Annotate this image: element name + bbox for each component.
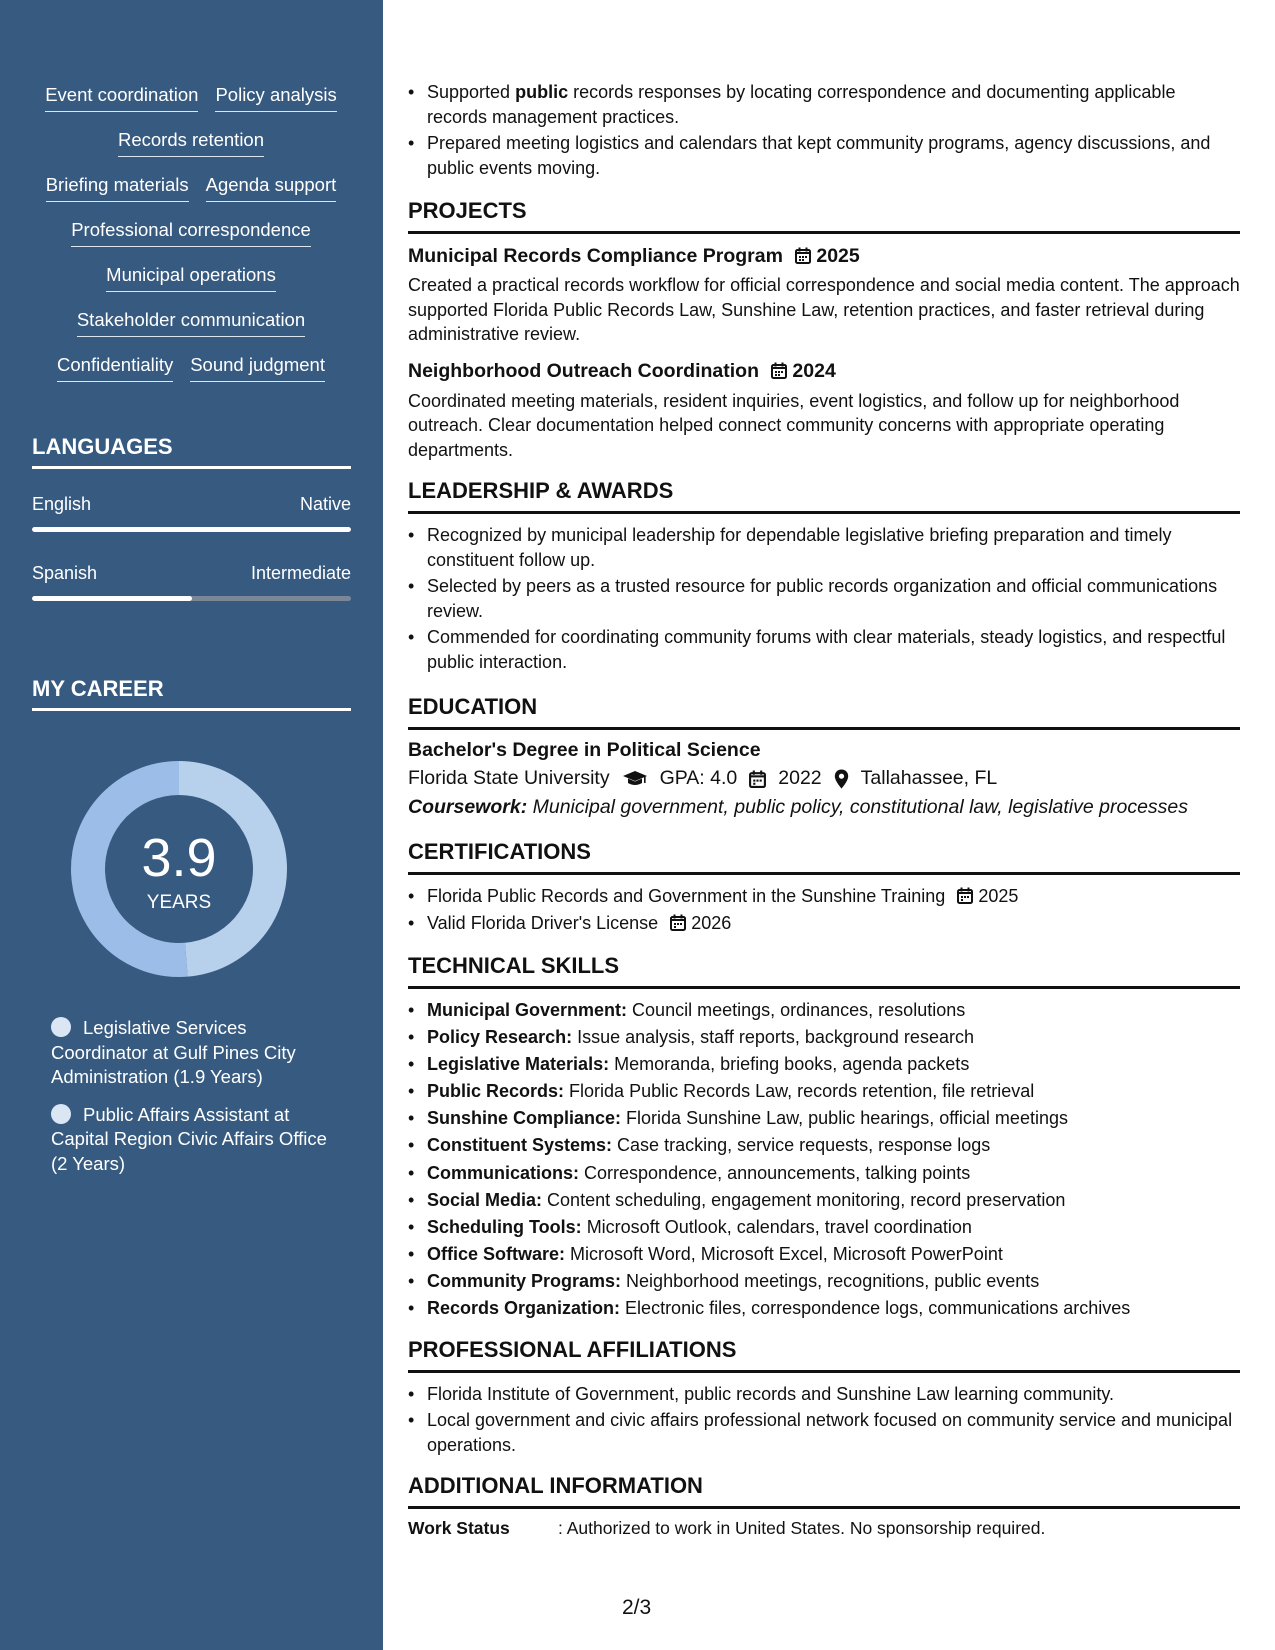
- location-pin-icon: [834, 769, 849, 789]
- section-title-certifications: CERTIFICATIONS: [408, 839, 1240, 875]
- skill-category: Office Software:: [427, 1243, 566, 1264]
- affiliations-list: [408, 1382, 1240, 1458]
- school-name: Florida State University: [408, 767, 610, 789]
- career-donut-chart: [66, 756, 292, 982]
- calendar-icon: [670, 914, 686, 931]
- gpa: GPA: 4.0: [659, 767, 738, 789]
- skill-item: [408, 1161, 1240, 1186]
- project-title: Neighborhood Outreach Coordination: [408, 360, 759, 382]
- skill-item: [408, 1188, 1240, 1213]
- list-item: • Recognized by municipal leadership for dependable legislative briefing preparation and timely constituent follow up.: [408, 523, 1240, 572]
- skill-tag[interactable]: Records retention: [118, 129, 264, 157]
- section-title-technical-skills: TECHNICAL SKILLS: [408, 953, 1240, 989]
- skill-values: Correspondence, announcements, talking points: [584, 1162, 971, 1183]
- list-item: • Commended for coordinating community forums with clear materials, steady logistics, and respectful public interaction.: [408, 625, 1240, 674]
- skill-item: [408, 1296, 1240, 1321]
- skill-values: Council meetings, ordinances, resolutions: [632, 1000, 966, 1020]
- calendar-icon: [771, 362, 787, 379]
- technical-skills-list: [408, 998, 1240, 1321]
- skill-values: Electronic files, correspondence logs, communications archives: [625, 1298, 1131, 1319]
- skill-row: [32, 129, 350, 174]
- skill-category: Records Organization:: [427, 1298, 621, 1319]
- skill-item: [408, 1052, 1240, 1077]
- calendar-icon: [957, 887, 973, 904]
- skill-category: Municipal Government:: [427, 1000, 628, 1020]
- language-bar-fill: [32, 596, 192, 601]
- skill-item: [408, 998, 1240, 1023]
- language-spanish: [32, 563, 351, 601]
- skill-item: [408, 1079, 1240, 1104]
- skill-values: Content scheduling, engagement monitoring, record preservation: [547, 1189, 1066, 1210]
- language-level: Native: [299, 494, 351, 514]
- skill-category: Legislative Materials:: [427, 1054, 610, 1075]
- skill-values: Case tracking, service requests, response logs: [617, 1135, 991, 1156]
- work-status-value: : Authorized to work in United States. No sponsorship required.: [558, 1518, 1046, 1539]
- skill-tag[interactable]: Confidentiality: [57, 354, 173, 382]
- section-title-projects: PROJECTS: [408, 198, 1240, 234]
- skill-values: Neighborhood meetings, recognitions, public events: [626, 1270, 1040, 1291]
- list-item: • Valid Florida Driver's License 2026: [408, 911, 1240, 936]
- section-title-additional-info: ADDITIONAL INFORMATION: [408, 1473, 1240, 1509]
- certifications-list: [408, 884, 1240, 935]
- calendar-icon: [749, 770, 766, 788]
- language-bar-fill: [32, 527, 351, 532]
- skill-item: [408, 1242, 1240, 1267]
- skill-values: Issue analysis, staff reports, background research: [577, 1027, 974, 1048]
- skill-tags: [32, 84, 350, 399]
- career-item: Legislative Services Coordinator at Gulf Pines City Administration (1.9 Years): [51, 1017, 296, 1087]
- project-title: Municipal Records Compliance Program: [408, 244, 783, 267]
- career-total: 3.9: [141, 828, 217, 888]
- list-item: • Supported public records responses by locating correspondence and documenting applicable records management practices.: [408, 80, 1240, 129]
- work-status-label: Work Status: [408, 1518, 510, 1539]
- coursework: Coursework: Municipal government, public policy, constitutional law, legislative processes: [408, 796, 1189, 818]
- calendar-icon: [795, 247, 811, 264]
- project-item: [408, 243, 1240, 347]
- bullet-dot-icon: [51, 1017, 71, 1037]
- skill-tag[interactable]: Briefing materials: [46, 174, 189, 202]
- career-item: Public Affairs Assistant at Capital Region Civic Affairs Office (2 Years): [51, 1103, 327, 1174]
- skill-row: [32, 219, 350, 264]
- experience-bullets: [408, 80, 1240, 180]
- language-name: English: [32, 494, 92, 514]
- list-item: • Florida Public Records and Government in the Sunshine Training 2025: [408, 884, 1240, 909]
- skill-item: [408, 1025, 1240, 1050]
- languages-heading: LANGUAGES: [32, 434, 351, 469]
- main-content: [408, 80, 1240, 1539]
- project-item: [408, 359, 1240, 463]
- section-title-education: EDUCATION: [408, 694, 1240, 730]
- project-date: 2025: [795, 245, 860, 268]
- skill-tag[interactable]: Sound judgment: [190, 354, 325, 382]
- skill-values: Microsoft Word, Microsoft Excel, Microsoft PowerPoint: [570, 1243, 1003, 1264]
- language-name: Spanish: [32, 563, 98, 583]
- skill-category: Community Programs:: [427, 1270, 622, 1291]
- list-item: • Selected by peers as a trusted resource for public records organization and official communications review.: [408, 574, 1240, 623]
- list-item: • Prepared meeting logistics and calendars that kept community programs, agency discussions, and public events moving.: [408, 131, 1240, 180]
- career-heading: MY CAREER: [32, 676, 351, 711]
- work-status-row: [408, 1518, 1240, 1539]
- skill-category: Sunshine Compliance:: [427, 1108, 622, 1129]
- skill-category: Social Media:: [427, 1189, 543, 1210]
- page-number: 2/3: [622, 1596, 652, 1619]
- language-level: Intermediate: [250, 563, 351, 583]
- skill-values: Florida Sunshine Law, public hearings, official meetings: [626, 1108, 1068, 1129]
- language-bar: [32, 527, 351, 532]
- skill-row: [32, 264, 350, 309]
- skill-category: Policy Research:: [427, 1027, 573, 1048]
- skill-row: [32, 309, 350, 354]
- graduation-year: 2022: [778, 767, 822, 789]
- skill-tag[interactable]: Stakeholder communication: [77, 309, 305, 337]
- skill-tag[interactable]: Municipal operations: [106, 264, 276, 292]
- degree-title: Bachelor's Degree in Political Science: [408, 739, 761, 761]
- bullet-dot-icon: [51, 1104, 71, 1124]
- leadership-list: [408, 523, 1240, 674]
- sidebar: [0, 0, 383, 1650]
- skill-values: Memoranda, briefing books, agenda packets: [614, 1054, 970, 1075]
- skill-values: Florida Public Records Law, records retention, file retrieval: [569, 1081, 1035, 1102]
- education-details: [408, 767, 1240, 790]
- skill-category: Public Records:: [427, 1081, 565, 1102]
- skill-tag[interactable]: Policy analysis: [215, 84, 336, 112]
- school-location: Tallahassee, FL: [860, 767, 998, 789]
- skill-category: Communications:: [427, 1162, 580, 1183]
- career-list: [51, 1016, 341, 1189]
- skill-category: Constituent Systems:: [427, 1135, 613, 1156]
- project-description: Coordinated meeting materials, resident inquiries, event logistics, and follow up for neighborhood outreach. Clear documentation helped connect community concerns with appropriate operating departments.: [408, 390, 1180, 460]
- project-date: 2024: [771, 360, 836, 383]
- section-title-leadership: LEADERSHIP & AWARDS: [408, 478, 1240, 514]
- skill-item: [408, 1106, 1240, 1131]
- skill-row: [32, 84, 350, 129]
- language-english: [32, 494, 351, 532]
- skill-tag[interactable]: Event coordination: [45, 84, 198, 112]
- list-item: • Florida Institute of Government, public records and Sunshine Law learning community.: [408, 1382, 1240, 1407]
- section-title-affiliations: PROFESSIONAL AFFILIATIONS: [408, 1337, 1240, 1373]
- skill-item: [408, 1215, 1240, 1240]
- skill-item: [408, 1269, 1240, 1294]
- language-bar: [32, 596, 351, 601]
- skill-category: Scheduling Tools:: [427, 1216, 582, 1237]
- skill-values: Microsoft Outlook, calendars, travel coordination: [586, 1216, 972, 1237]
- skill-row: [32, 354, 350, 399]
- skill-item: [408, 1133, 1240, 1158]
- project-description: Created a practical records workflow for official correspondence and social media content. The approach supported Florida Public Records Law, Sunshine Law, retention practices, and faster retrieval during administrative review.: [408, 275, 1240, 344]
- career-unit: YEARS: [146, 892, 212, 913]
- list-item: • Local government and civic affairs professional network focused on community service and municipal operations.: [408, 1408, 1240, 1457]
- skill-tag[interactable]: Professional correspondence: [71, 219, 311, 247]
- graduation-cap-icon: [622, 770, 648, 788]
- skill-row: [32, 174, 350, 219]
- skill-tag[interactable]: Agenda support: [206, 174, 337, 202]
